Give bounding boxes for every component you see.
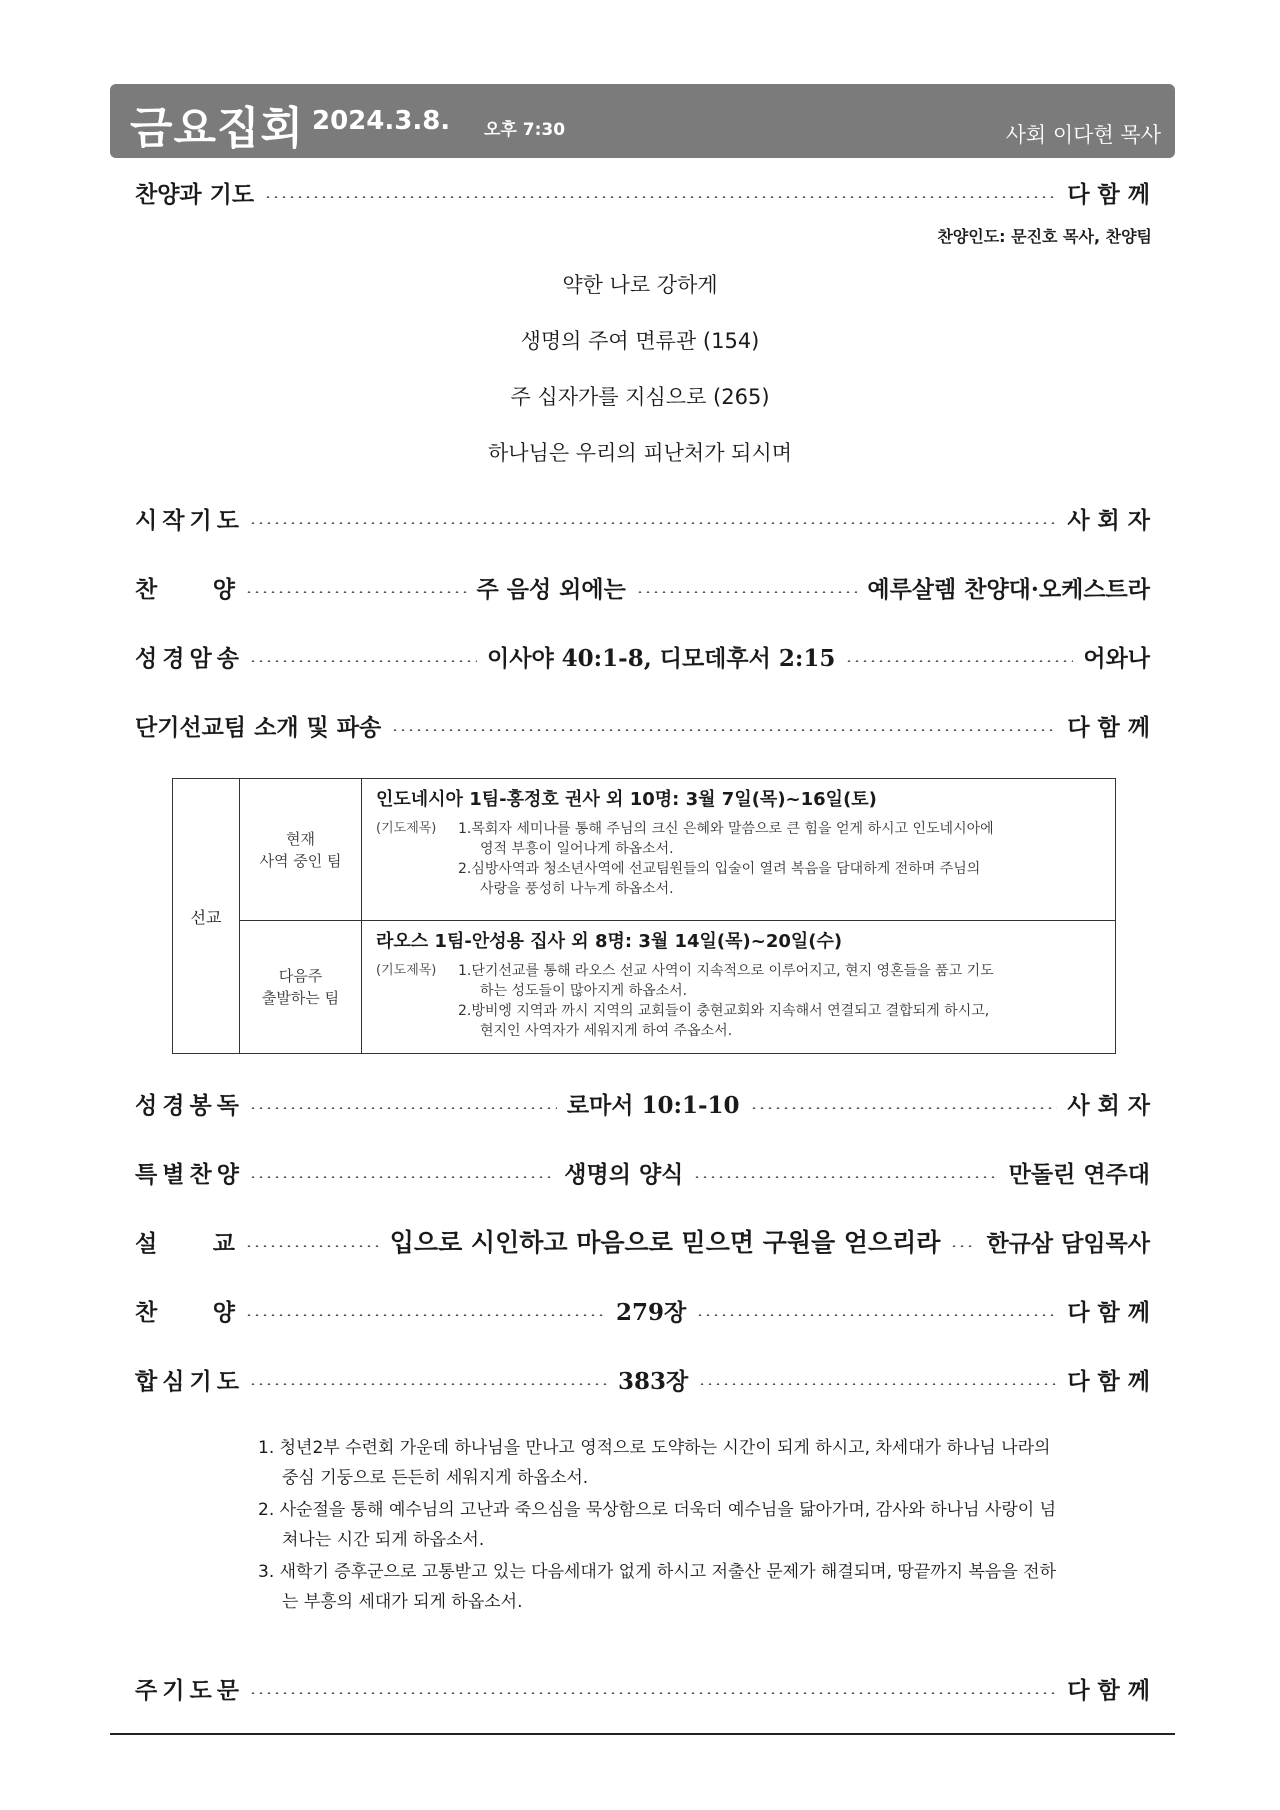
mission-category: 선교 <box>173 779 240 1053</box>
label-char: 심 <box>162 1367 185 1395</box>
label-char: 주 <box>135 1676 158 1704</box>
row-label <box>135 1156 239 1189</box>
label-char: 별 <box>162 1160 185 1188</box>
label-char: 송 <box>216 644 239 672</box>
prayer-line: 1.단기선교를 통해 라오스 선교 사역이 지속적으로 이루어지고, 현지 영혼들을 품고 기도 <box>458 963 994 979</box>
row-label <box>135 502 239 535</box>
team-title: 인도네시아 1팀-홍정호 권사 외 10명: 3월 7일(목)~16일(토) <box>376 789 877 810</box>
prayer-item <box>458 1001 1105 1041</box>
label-char: 문 <box>216 1676 239 1704</box>
label-char: 설 <box>135 1229 158 1257</box>
row-right: 만돌린 연주대 <box>1008 1160 1150 1188</box>
leader-dots <box>636 591 858 593</box>
label-char: 찬 <box>135 1298 158 1326</box>
prayer-topic: 3. 새학기 증후군으로 고통받고 있는 다음세대가 없게 하시고 저출산 문제가 해결되며, 땅끝까지 복음을 전하는 부흥의 세대가 되게 하옵소서. <box>258 1562 1057 1612</box>
leader-dots <box>249 1176 554 1178</box>
header-bar <box>110 84 1175 158</box>
team-group-line: 사역 중인 팀 <box>259 851 342 870</box>
prayer-item <box>458 961 1105 1001</box>
team-group-line: 다음주 <box>278 967 323 985</box>
leader-dots <box>245 1245 380 1247</box>
label-char: 작 <box>162 506 185 534</box>
label-char: 양 <box>212 1298 235 1326</box>
prayer-tag: (기도제목) <box>376 963 437 978</box>
leader-dots <box>249 660 477 662</box>
leader-dots <box>750 1107 1058 1109</box>
order-row-praise <box>135 175 1150 209</box>
order-row-recitation <box>135 639 1150 673</box>
row-label <box>135 1225 235 1258</box>
label-char: 기 <box>189 506 212 534</box>
row-label <box>135 1672 239 1705</box>
label-char: 경 <box>162 644 185 672</box>
prayer-topics <box>258 1433 1058 1619</box>
row-label <box>135 1363 239 1396</box>
order-row-sermon <box>135 1224 1150 1258</box>
leader-dots <box>845 660 1073 662</box>
label-char: 찬 <box>135 575 158 603</box>
team-body <box>362 921 1115 1053</box>
song-item: 약한 나로 강하게 <box>562 273 718 297</box>
row-center: 383장 <box>618 1367 689 1395</box>
order-row-unison-prayer <box>135 1362 1150 1396</box>
label-char: 양 <box>216 1160 239 1188</box>
leader-dots <box>950 1245 976 1247</box>
label-char: 기 <box>189 1367 212 1395</box>
row-right: 다 함 께 <box>1067 1298 1150 1326</box>
team-group-label <box>240 921 362 1053</box>
order-row-mission-intro <box>135 708 1150 742</box>
label-char: 성 <box>135 1091 158 1119</box>
prayer-line: 1.목회자 세미나를 통해 주님의 크신 은혜와 말씀으로 큰 힘을 얻게 하시고 인도네시아에 <box>458 821 994 837</box>
label-char: 암 <box>189 644 212 672</box>
order-row-reading <box>135 1086 1150 1120</box>
order-row-lords-prayer <box>135 1671 1150 1705</box>
song-item: 생명의 주여 면류관 (154) <box>520 329 760 353</box>
leader-dots <box>245 591 467 593</box>
label-char: 도 <box>216 1367 239 1395</box>
prayer-line: 현지인 사역자가 세워지게 하여 주옵소서. <box>480 1023 733 1039</box>
order-row-hymn2 <box>135 1293 1150 1327</box>
row-label <box>135 571 235 604</box>
row-center: 로마서 10:1-10 <box>566 1091 740 1119</box>
label-char: 시 <box>135 506 158 534</box>
row-center: 이사야 40:1-8, 디모데후서 2:15 <box>487 644 836 672</box>
row-center: 279장 <box>616 1298 687 1326</box>
row-right: 사 회 자 <box>1067 1091 1151 1119</box>
row-right: 다 함 께 <box>1067 1676 1150 1704</box>
prayer-line: 사랑을 풍성히 나누게 하옵소서. <box>480 881 674 897</box>
prayer-line: 영적 부흥이 일어나게 하옵소서. <box>480 841 674 857</box>
leader-dots <box>696 1314 1057 1316</box>
row-right: 다 함 께 <box>1067 1367 1150 1395</box>
leader-dots <box>249 1107 557 1109</box>
order-row-opening-prayer <box>135 501 1150 535</box>
order-row-hymn1 <box>135 570 1150 604</box>
label-char: 봉 <box>189 1091 212 1119</box>
team-group-line: 출발하는 팀 <box>261 989 340 1007</box>
leader-dots <box>693 1176 998 1178</box>
prayer-list <box>458 819 1105 899</box>
row-right: 다 함 께 <box>1067 180 1150 208</box>
leader-dots <box>249 1692 1057 1694</box>
row-right: 어와나 <box>1083 644 1151 672</box>
sermon-title: 입으로 시인하고 마음으로 믿으면 구원을 얻으리라 <box>389 1228 941 1257</box>
prayer-line: 2.방비엥 지역과 까시 지역의 교회들이 충현교회와 지속해서 연결되고 결합되게 하시고, <box>458 1003 990 1019</box>
team-body <box>362 779 1115 920</box>
leader-dots <box>264 196 1057 198</box>
team-group-label <box>240 779 362 920</box>
prayer-topic: 1. 청년2부 수련회 가운데 하나님을 만나고 영적으로 도약하는 시간이 되게 하시고, 차세대가 하나님 나라의 중심 기둥으로 든든히 세워지게 하옵소서. <box>258 1438 1051 1488</box>
row-center: 주 음성 외에는 <box>476 575 626 603</box>
leader-dots <box>391 729 1057 731</box>
label-char: 특 <box>135 1160 158 1188</box>
row-center: 생명의 양식 <box>564 1160 684 1188</box>
row-label <box>135 640 239 673</box>
service-date: 2024.3.8. <box>312 106 451 136</box>
label-char: 도 <box>216 506 239 534</box>
team-prayer <box>376 819 1105 899</box>
label-char: 교 <box>212 1229 235 1257</box>
song-item: 하나님은 우리의 피난처가 되시며 <box>487 441 793 465</box>
label-char: 기 <box>162 1676 185 1704</box>
service-time: 오후 7:30 <box>484 120 566 140</box>
praise-credit: 찬양인도: 문진호 목사, 찬양팀 <box>937 227 1152 246</box>
row-right: 한규삼 담임목사 <box>986 1229 1150 1257</box>
label-char: 도 <box>189 1676 212 1704</box>
service-host: 사회 이다현 목사 <box>1005 123 1161 147</box>
label-char: 양 <box>212 575 235 603</box>
prayer-list <box>458 961 1105 1041</box>
row-label <box>135 1087 239 1120</box>
prayer-item <box>458 859 1105 899</box>
song-item: 주 십자가를 지심으로 (265) <box>510 385 770 409</box>
prayer-item <box>458 819 1105 859</box>
prayer-line: 2.심방사역과 청소년사역에 선교팀원들의 입술이 열려 복음을 담대하게 전하며 주님의 <box>458 861 981 877</box>
team-group-line: 현재 <box>286 829 315 848</box>
bottom-rule <box>110 1733 1175 1735</box>
team-title: 라오스 1팀-안성용 집사 외 8명: 3월 14일(목)~20일(수) <box>376 931 843 952</box>
leader-dots <box>245 1314 606 1316</box>
label-char: 합 <box>135 1367 158 1395</box>
label-char: 독 <box>216 1091 239 1119</box>
leader-dots <box>249 1383 608 1385</box>
mission-team-table <box>172 778 1116 1054</box>
team-prayer <box>376 961 1105 1041</box>
label-char: 성 <box>135 644 158 672</box>
label-char: 경 <box>162 1091 185 1119</box>
song-list <box>0 270 1280 494</box>
row-right: 사 회 자 <box>1067 506 1150 534</box>
row-right: 예루살렘 찬양대·오케스트라 <box>867 575 1150 603</box>
leader-dots <box>249 522 1057 524</box>
prayer-tag: (기도제목) <box>376 821 437 836</box>
leader-dots <box>698 1383 1057 1385</box>
mission-team-block <box>240 779 1115 921</box>
row-label <box>135 1294 235 1327</box>
order-row-special <box>135 1155 1150 1189</box>
row-label: 찬양과 기도 <box>135 180 255 208</box>
prayer-line: 하는 성도들이 많아지게 하옵소서. <box>480 983 688 999</box>
service-title: 금요집회 <box>130 103 305 154</box>
mission-team-block <box>240 921 1115 1053</box>
row-label: 단기선교팀 소개 및 파송 <box>135 713 382 741</box>
row-right: 다 함 께 <box>1067 713 1150 741</box>
prayer-topic: 2. 사순절을 통해 예수님의 고난과 죽으심을 묵상함으로 더욱더 예수님을 닮아가며, 감사와 하나님 사랑이 넘쳐나는 시간 되게 하옵소서. <box>258 1500 1057 1550</box>
label-char: 찬 <box>189 1160 212 1188</box>
